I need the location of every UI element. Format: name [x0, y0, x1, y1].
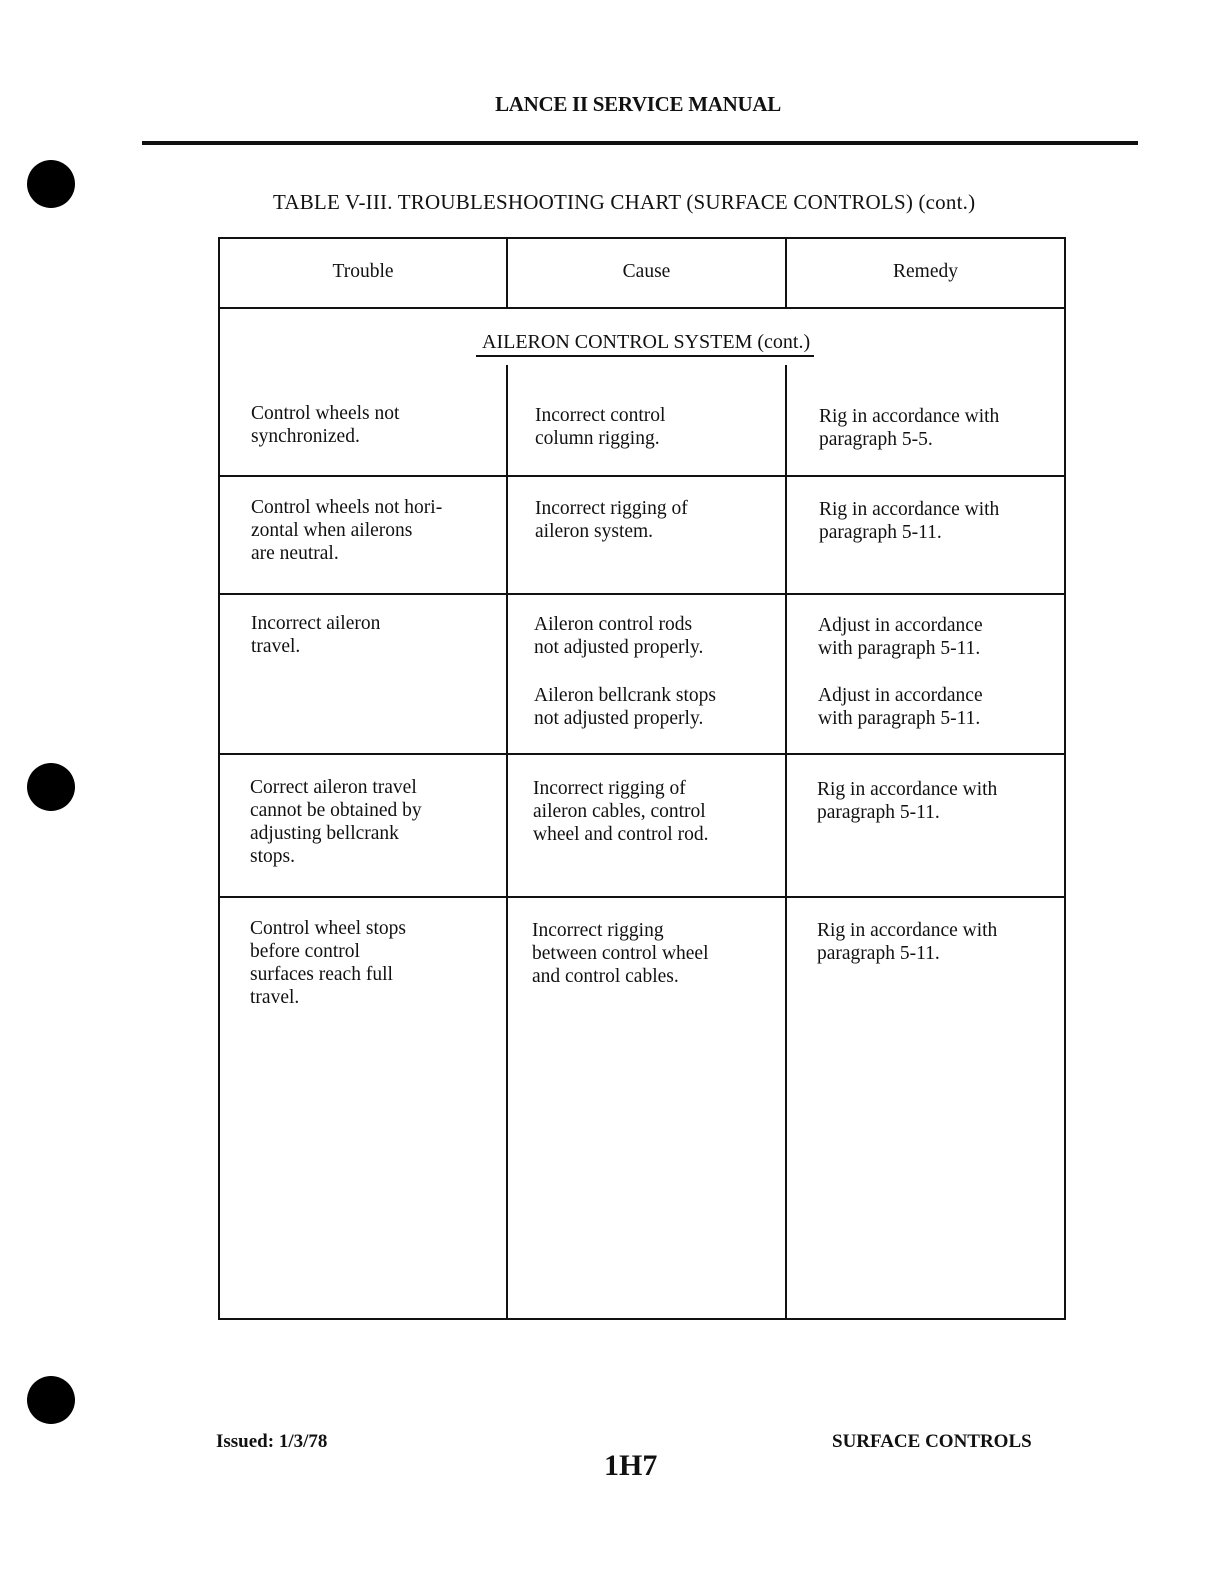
column-header-cause: Cause: [622, 261, 671, 282]
remedy-cell: Rig in accordance with paragraph 5-5.: [819, 406, 1000, 450]
row-divider: [220, 475, 1064, 477]
page-number: 1H7: [604, 1449, 658, 1482]
cause-cell: Incorrect rigging of aileron system.: [535, 498, 688, 542]
issued-date: Issued: 1/3/78: [216, 1431, 328, 1452]
column-header-trouble: Trouble: [332, 261, 394, 282]
cause-cell: Incorrect control column rigging.: [535, 405, 666, 449]
remedy-cell: Adjust in accordance with paragraph 5-11.: [818, 685, 983, 729]
row-divider: [220, 307, 1064, 309]
trouble-cell: Incorrect aileron travel.: [251, 613, 381, 657]
manual-title: LANCE II SERVICE MANUAL: [495, 92, 781, 116]
column-divider: [506, 365, 508, 1318]
cause-cell: Incorrect rigging between control wheel and control cables.: [532, 920, 709, 987]
trouble-cell: Correct aileron travel cannot be obtained by adjusting bellcrank stops.: [250, 777, 422, 867]
binder-punch-hole: [27, 763, 75, 811]
section-title: AILERON CONTROL SYSTEM (cont.): [476, 331, 814, 357]
table-caption: TABLE V-III. TROUBLESHOOTING CHART (SURFACE CONTROLS) (cont.): [273, 190, 976, 214]
column-divider: [785, 365, 787, 1318]
troubleshooting-table: [218, 237, 1066, 1320]
remedy-cell: Rig in accordance with paragraph 5-11.: [817, 920, 998, 964]
section-name: SURFACE CONTROLS: [832, 1431, 1032, 1452]
row-divider: [220, 896, 1064, 898]
binder-punch-hole: [27, 160, 75, 208]
remedy-cell: Adjust in accordance with paragraph 5-11.: [818, 615, 983, 659]
column-header-remedy: Remedy: [893, 261, 958, 282]
row-divider: [220, 593, 1064, 595]
trouble-cell: Control wheels not hori- zontal when ailerons are neutral.: [251, 497, 443, 564]
binder-punch-hole: [27, 1376, 75, 1424]
remedy-cell: Rig in accordance with paragraph 5-11.: [819, 499, 1000, 543]
trouble-cell: Control wheels not synchronized.: [251, 403, 400, 447]
trouble-cell: Control wheel stops before control surfaces reach full travel.: [250, 918, 406, 1008]
remedy-cell: Rig in accordance with paragraph 5-11.: [817, 779, 998, 823]
cause-cell: Incorrect rigging of aileron cables, control wheel and control rod.: [533, 778, 709, 845]
row-divider: [220, 753, 1064, 755]
cause-cell: Aileron control rods not adjusted properly.: [534, 614, 704, 658]
cause-cell: Aileron bellcrank stops not adjusted properly.: [534, 685, 716, 729]
header-rule: [142, 141, 1138, 145]
